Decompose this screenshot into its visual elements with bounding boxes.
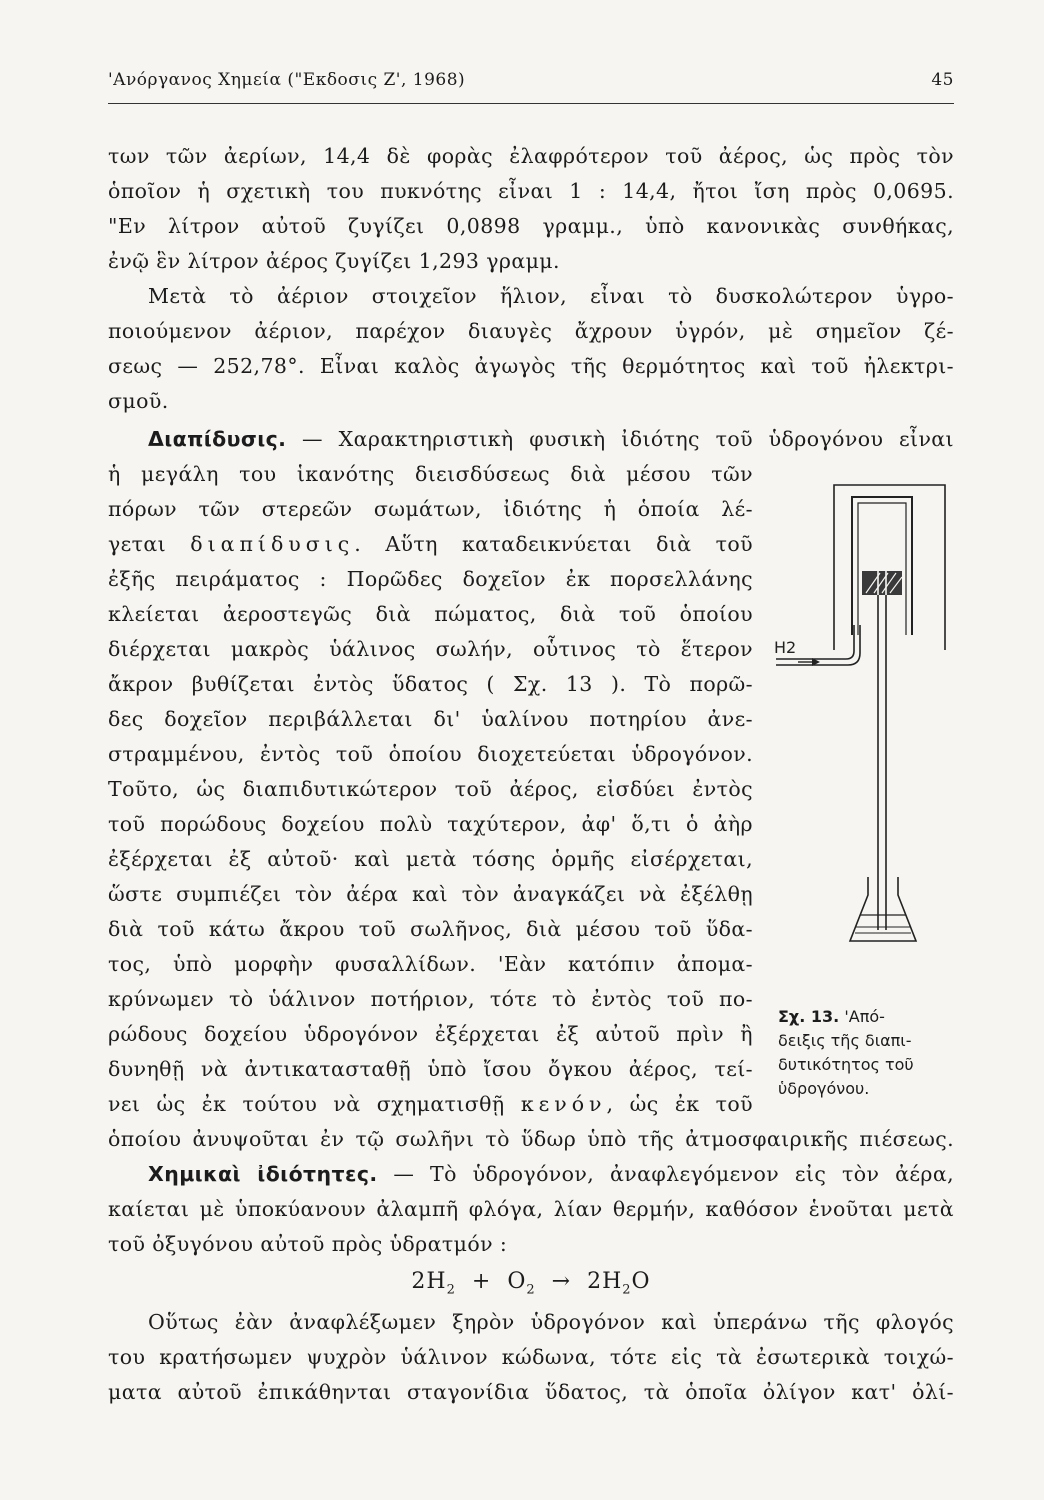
text-line: κρύνωμεν τὸ ὑάλινον ποτήριον, τότε τὸ ἐντὸς τοῦ πο- — [108, 987, 753, 1011]
section-heading-chemical: Χημικαὶ ἰδιότητες. — [148, 1162, 378, 1186]
stopper — [862, 571, 902, 595]
inverted-beaker — [834, 485, 945, 650]
text-line: τοῦ ὀξυγόνου αὐτοῦ πρὸς ὑδρατμόν : — [108, 1232, 508, 1256]
running-header — [108, 70, 954, 90]
text-line: καίεται μὲ ὑποκύανουν ἀλαμπῆ φλόγα, λίαν θερμήν, καθόσον ἑνοῦται μετὰ — [108, 1197, 954, 1221]
text-line: των τῶν ἀερίων, 14,4 δὲ φορὰς ἐλαφρότερον τοῦ ἀέρος, ὡς πρὸς τὸν — [108, 144, 954, 168]
page-number: 45 — [931, 70, 954, 90]
gas-label: H2 — [774, 638, 797, 657]
text-line: ματα αὐτοῦ ἐπικάθηνται σταγονίδια ὕδατος, τὰ ὁποῖα ὀλίγον κατ' ὀλί- — [108, 1380, 954, 1404]
spaced-term-void: κενόν — [520, 1092, 607, 1116]
text-line: τοῦ πορώδους δοχείου πολὺ ταχύτερον, ἀφ' ὅ,τι ὁ ἀὴρ — [108, 812, 753, 836]
water-beaker — [850, 877, 916, 941]
header-rule — [108, 103, 954, 104]
text-line: πόρων τῶν στερεῶν σωμάτων, ἰδιότης ἡ ὁποία λέ- — [108, 497, 753, 521]
text-line: Μετὰ τὸ ἀέριον στοιχεῖον ἥλιον, εἶναι τὸ δυσκολώτερον ὑγρο- — [148, 284, 954, 308]
text-line: Τοῦτο, ὡς διαπιδυτικώτερον τοῦ ἀέρος, εἰσδύει ἐντὸς — [108, 777, 753, 801]
text-line: δυνηθῇ νὰ ἀντικατασταθῇ ὑπὸ ἴσου ὄγκου ἀέρος, τεί- — [108, 1057, 753, 1081]
caption-number: Σχ. 13. — [778, 1007, 840, 1026]
chemical-equation: $2H_2 + O_2 \to 2H_2O$ — [411, 1269, 651, 1298]
text-line: ἡ μεγάλη του ἱκανότης διεισδύσεως διὰ μέσου τῶν — [108, 462, 753, 486]
glass-tube — [878, 595, 886, 930]
running-title: 'Ανόργανος Χημεία ("Εκδοσις Ζ', 1968) — [108, 70, 466, 90]
diffusion-first-line: Διαπίδυσις. — Χαρακτηριστικὴ φυσικὴ ἰδιότης τοῦ ὑδρογόνου εἶναι — [148, 427, 954, 451]
text-line: διέρχεται μακρὸς ὑάλινος σωλήν, οὗτινος τὸ ἕτερον — [108, 637, 753, 661]
text-line: στραμμένου, ἐντὸς τοῦ ὁποίου διοχετεύεται ὑδρογόνον. — [108, 742, 753, 766]
text-line: ὁποῖον ἡ σχετικὴ του πυκνότης εἶναι 1 : 14,4, ἤτοι ἴση πρὸς 0,0695. — [108, 179, 954, 203]
reaction-arrow: → — [551, 1269, 572, 1294]
porous-vessel — [852, 497, 912, 635]
text-line: κλείεται ἀεροστεγῶς διὰ πώματος, διὰ τοῦ ὁποίου — [108, 602, 753, 626]
text-line: ποιούμενον ἀέριον, παρέχον διαυγὲς ἄχρουν ὑγρόν, μὲ σημεῖον ζέ- — [108, 319, 954, 343]
figure-caption: Σχ. 13. 'Από- δειξις τῆς διαπι- δυτικότητος τοῦ ὑδρογόνου. — [778, 1007, 914, 1098]
text-line: ἐξέρχεται ἐξ αὐτοῦ· καὶ μετὰ τόσης ὁρμῆς εἰσέρχεται, — [108, 847, 753, 871]
text-line: "Εν λίτρον αὐτοῦ ζυγίζει 0,0898 γραμμ., ὑπὸ κανονικὰς συνθήκας, — [108, 214, 954, 238]
text-line: ὥστε συμπιέζει τὸν ἀέρα καὶ τὸν ἀναγκάζει νὰ ἐξέλθῃ — [108, 882, 753, 906]
chem-first-line: Χημικαὶ ἰδιότητες. — Τὸ ὑδρογόνον, ἀναφλεγόμενον εἰς τὸν ἀέρα, — [148, 1162, 954, 1186]
spaced-term-diffusion: διαπίδυσις — [190, 532, 355, 556]
text-line: ὁποίου ἀνυψοῦται ἐν τῷ σωλῆνι τὸ ὕδωρ ὑπὸ τῆς ἀτμοσφαιρικῆς πιέσεως. — [108, 1127, 954, 1151]
figure-diffusion-apparatus — [762, 475, 972, 965]
text-line: ἄκρον βυθίζεται ἐντὸς ὕδατος ( Σχ. 13 ). Τὸ πορῶ- — [108, 672, 753, 696]
text-line: νει ὡς ἐκ τούτου νὰ σχηματισθῇ κενόν, ὡς ἐκ τοῦ — [108, 1092, 753, 1116]
text-line: Οὕτως ἐὰν ἀναφλέξωμεν ξηρὸν ὑδρογόνον καὶ ὑπεράνω τῆς φλογός — [148, 1310, 954, 1334]
text-line: διὰ τοῦ κάτω ἄκρου τοῦ σωλῆνος, διὰ μέσου τοῦ ὕδα- — [108, 917, 753, 941]
text-line: τος, ὑπὸ μορφὴν φυσαλλίδων. 'Εὰν κατόπιν ἀπομα- — [108, 952, 753, 976]
text-line: ἐξῆς πειράματος : Πορῶδες δοχεῖον ἐκ πορσελλάνης — [108, 567, 753, 591]
text-line: δες δοχεῖον περιβάλλεται δι' ὑαλίνου ποτηρίου ἀνε- — [108, 707, 753, 731]
text-line: του κρατήσωμεν ψυχρὸν ὑάλινον κώδωνα, τότε εἰς τὰ ἐσωτερικὰ τοιχώ- — [108, 1345, 954, 1369]
text-line: σμοῦ. — [108, 389, 169, 413]
text-line: ἐνῷ ἓν λίτρον ἀέρος ζυγίζει 1,293 γραμμ. — [108, 249, 560, 273]
text-line: ρώδους δοχείου ὑδρογόνον ἐξέρχεται ἐξ αὐτοῦ πρὶν ἢ — [108, 1022, 753, 1046]
text-line: σεως — 252,78°. Εἶναι καλὸς ἀγωγὸς τῆς θερμότητος καὶ τοῦ ἠλεκτρι- — [108, 354, 954, 378]
text-line: γεται διαπίδυσις. Αὕτη καταδεικνύεται διὰ τοῦ — [108, 532, 753, 556]
section-heading-diffusion: Διαπίδυσις. — [148, 427, 287, 451]
